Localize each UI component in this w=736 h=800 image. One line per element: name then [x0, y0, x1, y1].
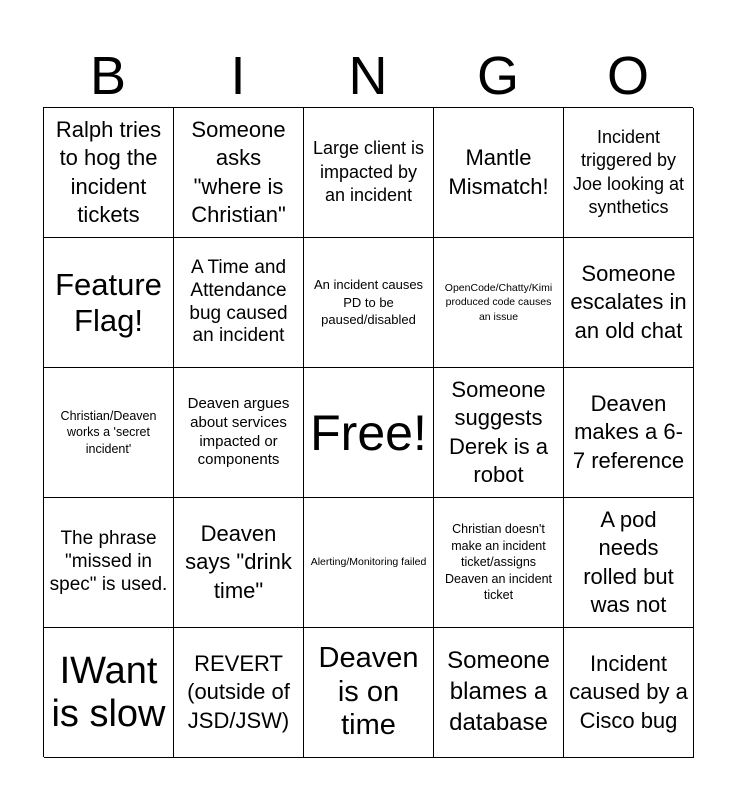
bingo-cell[interactable]: [304, 628, 434, 758]
bingo-cell[interactable]: [434, 498, 564, 628]
header-letter-b: B: [89, 46, 127, 106]
bingo-cell[interactable]: [304, 108, 434, 238]
bingo-cell[interactable]: [174, 368, 304, 498]
header-letter-i: I: [230, 46, 246, 106]
cell-text: Mantle Mismatch!: [448, 145, 549, 199]
bingo-cell[interactable]: [44, 628, 174, 758]
cell-text: A pod needs rolled but was not: [583, 507, 674, 617]
bingo-cell[interactable]: [44, 238, 174, 368]
cell-text: Christian/Deaven works a 'secret incident': [60, 408, 157, 456]
bingo-cell[interactable]: [564, 628, 694, 758]
header-letter-o: O: [606, 46, 649, 106]
cell-text: Deaven argues about services impacted or components: [187, 395, 290, 469]
bingo-board: [43, 107, 693, 757]
bingo-cell[interactable]: [434, 108, 564, 238]
cell-text: Deaven says "drink time": [185, 521, 292, 603]
bingo-cell[interactable]: [174, 628, 304, 758]
cell-text: Feature Flag!: [55, 266, 162, 338]
bingo-cell[interactable]: [304, 238, 434, 368]
free-space-label: Free!: [310, 404, 427, 461]
cell-text: Someone escalates in an old chat: [570, 261, 687, 343]
bingo-cell[interactable]: [434, 628, 564, 758]
cell-text: Christian doesn't make an incident ticket/assigns Deaven an incident ticket: [444, 522, 553, 603]
bingo-cell[interactable]: [304, 498, 434, 628]
cell-text: Ralph tries to hog the incident tickets: [55, 117, 162, 227]
cell-text: Someone blames a database: [447, 647, 550, 736]
bingo-cell[interactable]: [564, 368, 694, 498]
cell-text: OpenCode/Chatty/Kimi produced code causes an issue: [444, 282, 553, 323]
cell-text: The phrase "missed in spec" is used.: [49, 528, 168, 595]
free-space-cell[interactable]: [304, 368, 434, 498]
cell-text: An incident causes PD to be paused/disabled: [313, 277, 424, 328]
cell-text: Alerting/Monitoring failed: [310, 556, 427, 569]
bingo-cell[interactable]: [44, 498, 174, 628]
bingo-cell[interactable]: [434, 238, 564, 368]
cell-text: Incident caused by a Cisco bug: [569, 651, 688, 733]
bingo-cell[interactable]: [44, 108, 174, 238]
bingo-cell[interactable]: [174, 108, 304, 238]
cell-text: REVERT (outside of JSD/JSW): [187, 651, 290, 733]
bingo-cell[interactable]: [564, 108, 694, 238]
bingo-cell[interactable]: [174, 238, 304, 368]
bingo-cell[interactable]: [564, 238, 694, 368]
header-letter-g: G: [476, 46, 519, 106]
cell-text: IWant is slow: [51, 649, 166, 735]
bingo-header: [43, 46, 693, 106]
cell-text: Deaven makes a 6-7 reference: [572, 391, 685, 473]
cell-text: Incident triggered by Joe looking at synthetics: [572, 126, 685, 217]
cell-text: Deaven is on time: [318, 642, 419, 742]
bingo-cell[interactable]: [434, 368, 564, 498]
bingo-cell[interactable]: [44, 368, 174, 498]
cell-text: Someone asks "where is Christian": [191, 117, 286, 227]
cell-text: Large client is impacted by an incident: [312, 138, 425, 206]
bingo-cell[interactable]: [174, 498, 304, 628]
header-letter-n: N: [348, 46, 388, 106]
bingo-cell[interactable]: [564, 498, 694, 628]
cell-text: Someone suggests Derek is a robot: [448, 377, 549, 487]
cell-text: A Time and Attendance bug caused an incident: [189, 256, 288, 347]
